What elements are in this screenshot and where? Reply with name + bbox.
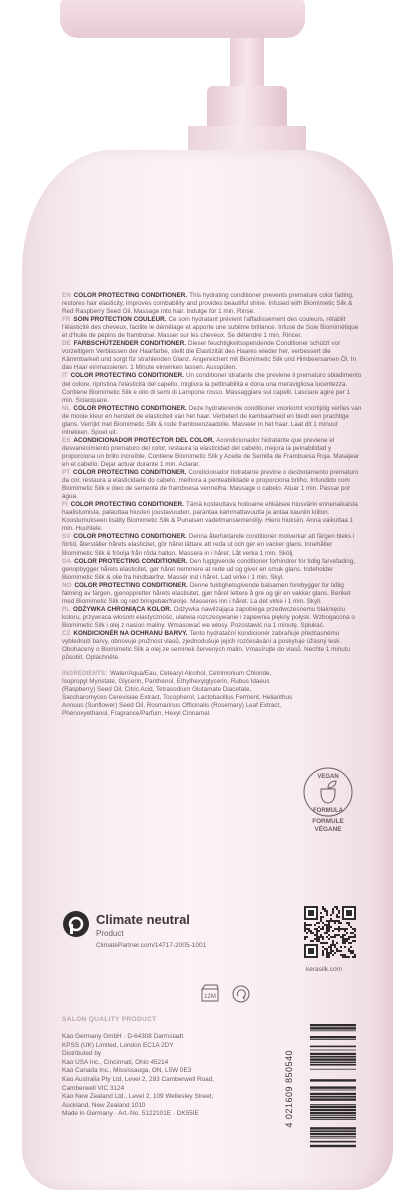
product-label [62, 292, 362, 718]
lang-code: NO [62, 581, 72, 589]
lang-title: FARBSCHÜTZENDER CONDITIONER. [73, 340, 187, 348]
address-line: Auckland, New Zealand 1010 [62, 1101, 146, 1109]
vegan-leaf-icon [302, 766, 354, 818]
address-line: Kao USA Inc., Cincinnati, Ohio 45214 [62, 1058, 169, 1066]
lang-block-pl [62, 606, 362, 630]
lang-block-pt [62, 469, 362, 501]
ingredients-text: Water/Aqua/Eau, Cetearyl Alcohol, Cetrimonium Chloride, Isopropyl Myristate, Glycerin, Panthenol, Ethylhexylglycerin, Rubus Idaeus (Raspberry) Seed Oil, Citric Acid, Tetrasodium Glutamate Diacetate, Saccharomyces Cerevisiae Extract, Tocopherol, Lactobacillus Ferment, Helianthus Annuus (Sunflower) Seed Oil, Rosmarinus Officinalis (Rosemary) Leaf Extract, Phenoxyethanol, Fragrance/Parfum, Hexyl Cinnamal. [62, 670, 293, 718]
lang-code: IT [62, 372, 68, 380]
address-line: Kao Germany GmbH · D-64308 Darmstadt [62, 1033, 184, 1040]
lang-text: Denna återfuktande conditioner motverkar att färgen bleks i förtid, återställer hårets elasticitet, gör håret lättare att reda ut och ger en vacker glans. Innehåller Biomimetic Silk & fröolja från röda hallon. Massera in i håret. Låt verka 1 min. Skölj. [62, 533, 355, 557]
lang-block-it [62, 372, 362, 404]
lang-title: SOIN PROTECTION COULEUR. [73, 316, 167, 324]
language-descriptions [62, 292, 362, 662]
lang-code: SV [62, 533, 71, 541]
lang-code: EN [62, 292, 71, 299]
lang-block-cz [62, 630, 362, 662]
recycle-icon [232, 985, 250, 1003]
lang-block-es [62, 437, 362, 469]
brand-url: kerasilk.com [306, 966, 343, 973]
address-line: Camberwell VIC 3124 [62, 1084, 125, 1092]
lang-title: COLOR PROTECTING CONDITIONER. [73, 404, 187, 412]
address-line: Kao New Zealand Ltd., Level 2, 109 Wellesley Street, [62, 1093, 214, 1101]
lang-text: Denne fuktighetsgivende balsamen forebygger for tidlig falming av fargen, gjenoppretter hårets elastisitet, gjør håret lettere å gre og gir en vakker glans. Beriket med Biomimetic Silk og rød bringebærfrøolje. Masseres inn i håret. La det virke i 1 min. Skyll. [62, 581, 351, 605]
lang-code: FI [62, 501, 68, 509]
lang-code: PL [62, 605, 71, 613]
lang-title: COLOR PROTECTING CONDITIONER. [70, 501, 184, 509]
climate-neutral-block [62, 910, 207, 949]
vegan-line-2: VÉGANE [314, 826, 342, 833]
lang-code: CZ [62, 629, 71, 637]
lang-text: Un conditioner idratante che previene il prematuro sbiadimento del colore, ripristina l'elasticità del capello, migliora la pettinabilità e dona una meravigliosa lucentezza. Contiene Biomimetic Silk e olio di semi di Lampone rosso. Massaggiare sui capelli. Lasciare agire per 1 min. Sciacquare. [62, 372, 362, 404]
lang-block-fr [62, 316, 362, 340]
lang-block-de [62, 340, 362, 372]
lang-text: Deze hydraterende conditioner voorkomt voortijdig verlies van de mooie kleur en herstelt de elasticiteit van het haar. Verbetert de kambaarheid en biedt een prachtige glans. Verrijkt met Biomimetic Silk & rode framboenzaadolie. Masseer in het haar. Laat dit 1 minuut intrekken. Spoel uit. [62, 404, 362, 436]
pump-collar [207, 86, 287, 128]
address-line: Kao Australia Pty Ltd, Level 2, 293 Camberwell Road, [62, 1075, 215, 1083]
lang-text: Acondicionador hidratante que previene el desvanecimiento prematuro del color, restaura la elasticidad del cabello, mejora la peinabilidad y proporciona un brillo increíble. Contiene Biomimetic Silk y Aceite de Semilla de Frambuesa Roja. Masajear en el cabello. Dejar actuar durante 1 min. Aclarar. [62, 436, 360, 468]
lang-title: KONDICIONÉR NA OCHRANU BARVY. [73, 629, 188, 637]
lang-text: Tämä kosteuttava hoitoaine ehkäisee hiusvärin ennenaikaista haalistumista, palauttaa hiusten joustavuuden, parantaa kammattavuutta ja antaa kauniin kiillon. Koostumukseen lisätty Biomimetic Silk & Punaisen vadelmansiemenöljy. Hiero hiuksiin. Anna vaikuttaa 1 min. Huuhtele. [62, 501, 358, 533]
lang-block-fi [62, 501, 362, 533]
lang-block-en [62, 292, 362, 316]
lang-code: DE [62, 340, 71, 348]
svg-text:12M: 12M [204, 994, 216, 1000]
lang-code: ES [62, 436, 71, 444]
address-line: KPSS (UK) Limited, London EC1A 2DY [62, 1041, 174, 1049]
lang-text: Odżywka nawilżająca zapobiega przedwczesnemu blaknięciu koloru, przywraca włosom elastyczność, ułatwia rozczesywanie i zapewnia piękny połysk. Wzbogacona o Biomimetic Silk i olej z nasion maliny. Wmasować we włosy. Pozostawić na 1 minutę. Spłukać. [62, 605, 355, 629]
distributor-addresses [62, 1033, 292, 1119]
pump-head [60, 0, 305, 38]
vegan-line-1: FORMULE [312, 818, 344, 825]
lang-block-sv [62, 533, 362, 557]
lang-text: This hydrating conditioner prevents premature color fading, restores hair elasticity, improves combability and provides beautiful shine. Infused with Biomimetic Silk & Red Raspberry Seed Oil. Massage into hair. Indulge for 1 min. Rinse. [62, 292, 354, 316]
lang-text: Den fugtgivende conditioner forhindrer for tidlig farvefading, genopbygger hårets elasticitet, gør håret nemmere at rede ud og giver en smuk glans. Indeholder Biomimetic Silk & olie fra hindbærfrø. Massér ind i håret. Lad virke i 1 min. Skyl. [62, 557, 356, 581]
lang-title: COLOR PROTECTING CONDITIONER. [73, 469, 187, 477]
qr-code [304, 906, 356, 962]
svg-text:VEGAN: VEGAN [317, 774, 339, 780]
lang-title: COLOR PROTECTING CONDITIONER. [73, 533, 187, 541]
climate-title: Climate neutral [96, 912, 190, 927]
climate-partner-icon [62, 910, 90, 938]
address-line: Made in Germany · Art.-No. 5122101E · DK55IE [62, 1110, 199, 1118]
lang-text: Condicionador hidratante previne o desbotamento prematuro da cor, restaura a elasticidade do cabelo, melhora a penteabilidade e proporciona brilho. Infundido com Biomimetic Silk e óleo de semente de framboesa vermelha. Massage o cabelo. Atuar 1 min. Passar por água. [62, 469, 359, 501]
address-line: Kao Canada Inc., Mississauga, ON, L5W 0E3 [62, 1067, 192, 1075]
lang-text: Ce soin hydratant prévient l'affadissement des couleurs, rétablit l'élasticité des cheveux, facilite le démêlage et apporte une sublime brillance. Infusé de Soie Biomimétique et d'huile de pépins de framboise. Masser sur les cheveux. Se détendre 1 min. Rincer. [62, 316, 359, 340]
lang-title: COLOR PROTECTING CONDITIONER. [74, 581, 188, 589]
lang-block-no [62, 582, 362, 606]
open-jar-icon [199, 983, 221, 1003]
lang-title: COLOR PROTECTING CONDITIONER. [70, 372, 184, 380]
lang-text: Tento hydratační kondicionér zabraňuje předčasnému vyblednutí barvy, obnovuje pružnost vlasů, zjednodušuje jejich rozčesávání a poskytuje úžasný lesk. Obohacený o Biomimetic Silk a olej ze semínek červených malin. Vmasírujte do vlasů. Nechte 1 minutu působit. Opláchněte. [62, 629, 351, 662]
address-line: Distributed by [62, 1050, 102, 1058]
lang-code: NL [62, 404, 71, 412]
vegan-formula-badge [300, 766, 356, 834]
salon-quality-text: SALON QUALITY PRODUCT [62, 1016, 157, 1023]
lang-code: FR [62, 316, 71, 324]
lang-title: ACONDICIONADOR PROTECTOR DEL COLOR. [73, 436, 215, 444]
lang-title: COLOR PROTECTING CONDITIONER. [73, 292, 188, 299]
ingredients-heading: INGREDIENTS: [62, 670, 108, 678]
barcode [310, 1022, 358, 1150]
climate-url: ClimatePartner.com/14717-2005-1001 [96, 942, 207, 949]
climate-subtitle: Product [96, 929, 124, 938]
lang-code: DA [62, 557, 72, 565]
lang-title: COLOR PROTECTING CONDITIONER. [74, 557, 188, 565]
lang-code: PT [62, 469, 71, 477]
lang-text: Dieser feuchtigkeitsspendende Conditioner schützt vor vorzeitigem Verblassen der Haarfarbe, stellt die Elastizität des Haares wieder her, verbessert die Kämmbarkeit und sorgt für strahlenden Glanz. Angereichert mit Biomimetic Silk und Himbeersamen Öl. In das Haar einmassieren. 1 Minute einwirken lassen. Ausspülen. [62, 340, 356, 372]
lang-block-da [62, 558, 362, 582]
barcode-number: 4 021609 850540 [284, 1050, 294, 1128]
lang-block-nl [62, 405, 362, 437]
lang-title: ODŻYWKA CHRONIĄCA KOLOR. [73, 605, 172, 613]
ingredients-block [62, 670, 294, 718]
svg-text:FORMULA: FORMULA [313, 808, 343, 814]
